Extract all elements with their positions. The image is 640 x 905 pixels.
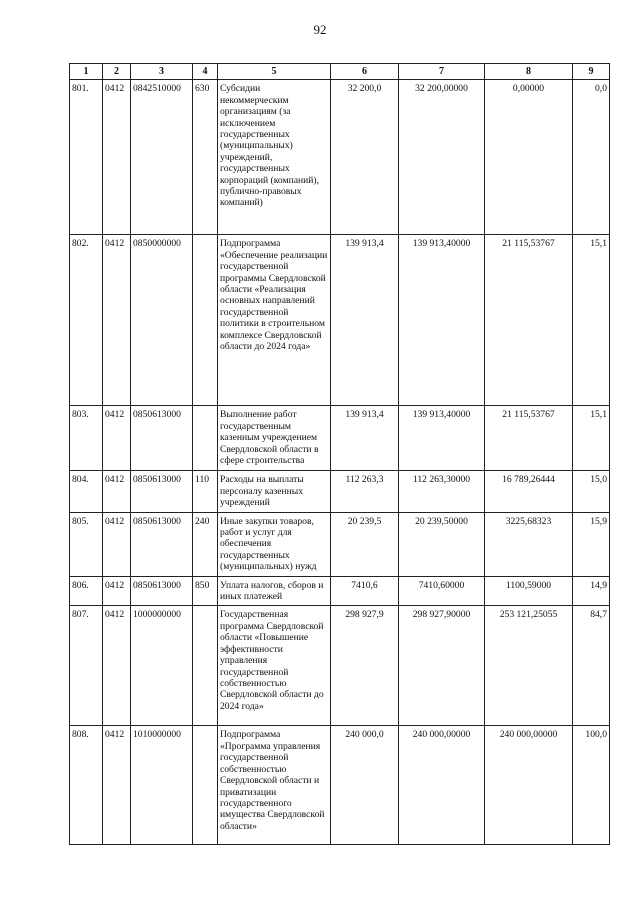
row-number: 803. (70, 406, 103, 471)
plan-amount: 298 927,9 (331, 606, 399, 726)
plan-amount-precise: 112 263,30000 (399, 471, 485, 512)
plan-amount-precise: 32 200,00000 (399, 80, 485, 235)
target-code: 1000000000 (131, 606, 193, 726)
item-name: Иные закупки товаров, работ и услуг для обеспечения государственных (муниципальных) нужд (218, 512, 331, 576)
executed-amount: 253 121,25055 (485, 606, 573, 726)
row-number: 806. (70, 576, 103, 606)
expense-type-code: 240 (193, 512, 218, 576)
plan-amount: 139 913,4 (331, 406, 399, 471)
header-cell: 7 (399, 64, 485, 80)
executed-amount: 240 000,00000 (485, 726, 573, 845)
row-number: 805. (70, 512, 103, 576)
table-row (70, 576, 610, 606)
row-number: 807. (70, 606, 103, 726)
executed-amount: 1100,59000 (485, 576, 573, 606)
plan-amount: 240 000,0 (331, 726, 399, 845)
execution-percent: 100,0 (573, 726, 610, 845)
target-code: 0850613000 (131, 406, 193, 471)
budget-table (69, 63, 610, 845)
plan-amount-precise: 139 913,40000 (399, 406, 485, 471)
plan-amount-precise: 139 913,40000 (399, 235, 485, 406)
plan-amount: 139 913,4 (331, 235, 399, 406)
plan-amount-precise: 20 239,50000 (399, 512, 485, 576)
table-row (70, 512, 610, 576)
plan-amount-precise: 298 927,90000 (399, 606, 485, 726)
expense-type-code: 850 (193, 576, 218, 606)
table-header-row (70, 64, 610, 80)
row-number: 808. (70, 726, 103, 845)
plan-amount-precise: 7410,60000 (399, 576, 485, 606)
table-row (70, 726, 610, 845)
header-cell: 8 (485, 64, 573, 80)
plan-amount-precise: 240 000,00000 (399, 726, 485, 845)
expense-type-code: 110 (193, 471, 218, 512)
header-cell: 1 (70, 64, 103, 80)
table-row (70, 471, 610, 512)
target-code: 1010000000 (131, 726, 193, 845)
plan-amount: 32 200,0 (331, 80, 399, 235)
execution-percent: 15,9 (573, 512, 610, 576)
section-code: 0412 (103, 512, 131, 576)
section-code: 0412 (103, 80, 131, 235)
row-number: 804. (70, 471, 103, 512)
target-code: 0850613000 (131, 512, 193, 576)
plan-amount: 20 239,5 (331, 512, 399, 576)
target-code: 0850000000 (131, 235, 193, 406)
table-row (70, 606, 610, 726)
section-code: 0412 (103, 406, 131, 471)
item-name: Государственная программа Свердловской области «Повышение эффективности управления государственной собственностью Свердловской области до 2024 года» (218, 606, 331, 726)
section-code: 0412 (103, 235, 131, 406)
execution-percent: 84,7 (573, 606, 610, 726)
item-name: Субсидии некоммерческим организациям (за исключением государственных (муниципальных) учреждений, государственных корпораций (компаний), публично-правовых компаний) (218, 80, 331, 235)
table-row (70, 406, 610, 471)
execution-percent: 15,1 (573, 235, 610, 406)
header-cell: 4 (193, 64, 218, 80)
header-cell: 6 (331, 64, 399, 80)
executed-amount: 3225,68323 (485, 512, 573, 576)
execution-percent: 14,9 (573, 576, 610, 606)
header-cell: 5 (218, 64, 331, 80)
page-number: 92 (313, 22, 327, 37)
executed-amount: 16 789,26444 (485, 471, 573, 512)
executed-amount: 0,00000 (485, 80, 573, 235)
plan-amount: 7410,6 (331, 576, 399, 606)
execution-percent: 15,0 (573, 471, 610, 512)
executed-amount: 21 115,53767 (485, 406, 573, 471)
header-cell: 9 (573, 64, 610, 80)
expense-type-code (193, 235, 218, 406)
item-name: Подпрограмма «Обеспечение реализации государственной программы Свердловской области «Реализация основных направлений государственной политики в строительном комплексе Свердловской области до 2024 года» (218, 235, 331, 406)
target-code: 0850613000 (131, 576, 193, 606)
section-code: 0412 (103, 726, 131, 845)
plan-amount: 112 263,3 (331, 471, 399, 512)
execution-percent: 15,1 (573, 406, 610, 471)
item-name: Расходы на выплаты персоналу казенных учреждений (218, 471, 331, 512)
section-code: 0412 (103, 606, 131, 726)
expense-type-code: 630 (193, 80, 218, 235)
header-cell: 3 (131, 64, 193, 80)
expense-type-code (193, 606, 218, 726)
row-number: 801. (70, 80, 103, 235)
executed-amount: 21 115,53767 (485, 235, 573, 406)
table-row (70, 80, 610, 235)
execution-percent: 0,0 (573, 80, 610, 235)
target-code: 0842510000 (131, 80, 193, 235)
expense-type-code (193, 406, 218, 471)
section-code: 0412 (103, 471, 131, 512)
item-name: Уплата налогов, сборов и иных платежей (218, 576, 331, 606)
item-name: Выполнение работ государственным казенным учреждением Свердловской области в сфере строительства (218, 406, 331, 471)
item-name: Подпрограмма «Программа управления государственной собственностью Свердловской области и приватизации государственного имущества Свердловской области» (218, 726, 331, 845)
section-code: 0412 (103, 576, 131, 606)
expense-type-code (193, 726, 218, 845)
header-cell: 2 (103, 64, 131, 80)
table-row (70, 235, 610, 406)
row-number: 802. (70, 235, 103, 406)
target-code: 0850613000 (131, 471, 193, 512)
